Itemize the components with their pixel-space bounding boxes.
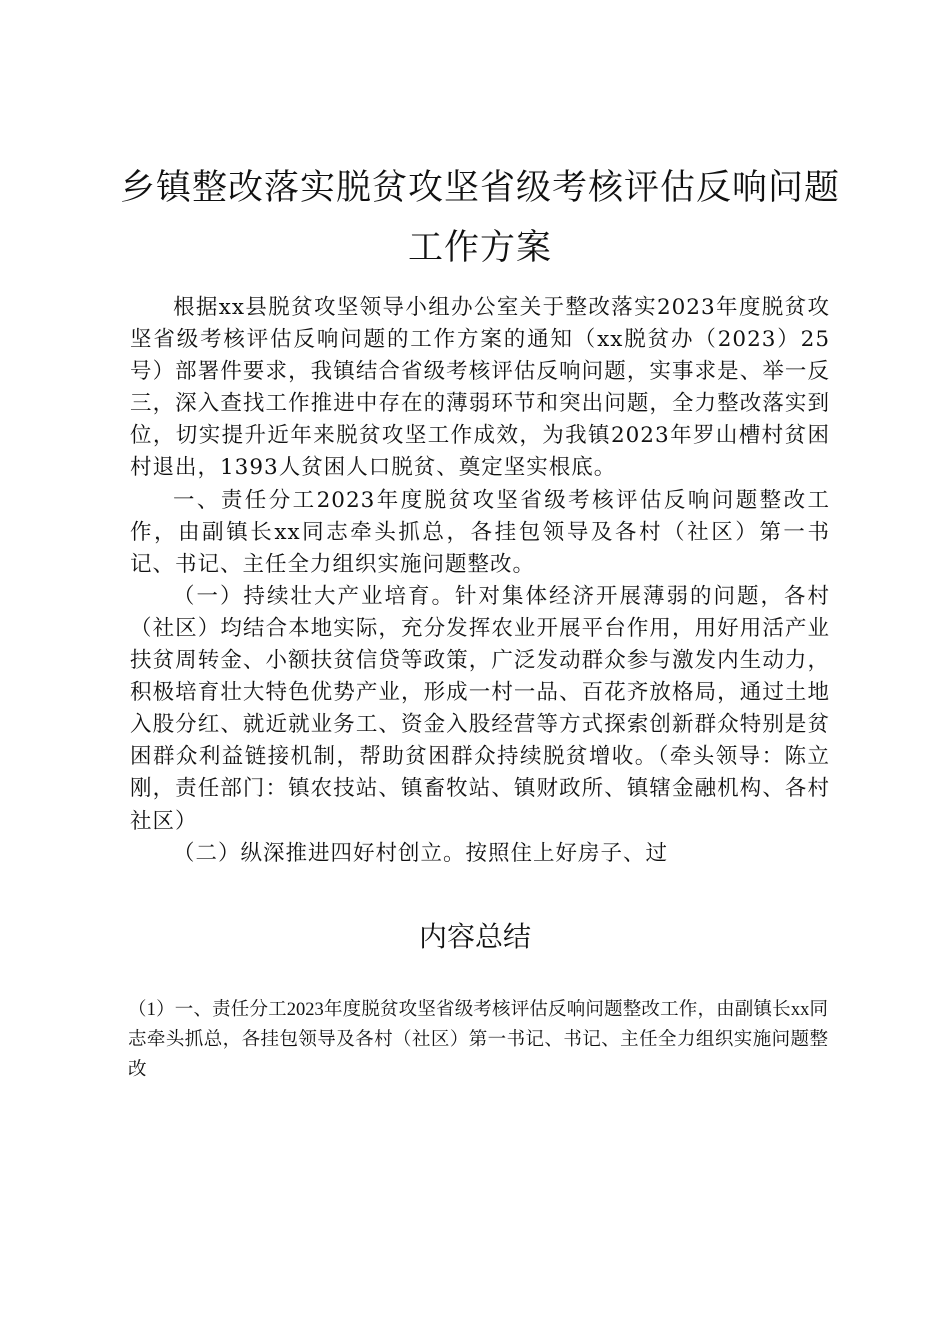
document-title-line-2: 工作方案 — [407, 228, 552, 268]
body-paragraph-intro: 根据xx县脱贫攻坚领导小组办公室关于整改落实2023年度脱贫攻坚省级考核评估反响问题的工作方案的通知（xx脱贫办（2023）25号）部署件要求，我镇结合省级考核评估反响问题，实事求是、举一反三，深入查找工作推进中存在的薄弱环节和突出问题，全力整改落实到位，切实提升近年来脱贫攻坚工作成效，为我镇2023年罗山槽村贫困村退出，1393人贫困人口脱贫、奠定坚实根底。 — [130, 295, 830, 481]
summary-text: （1）一、责任分工2023年度脱贫攻坚省级考核评估反响问题整改工作，由副镇长xx同志牵头抓总，各挂包领导及各村（社区）第一书记、书记、主任全力组织实施问题整改 — [128, 1000, 828, 1080]
document-title-line-1: 乡镇整改落实脱贫攻坚省级考核评估反响问题 — [119, 168, 840, 208]
summary-heading: 内容总结 — [418, 920, 531, 953]
document-body — [130, 292, 830, 870]
body-paragraph-industry: （一）持续壮大产业培育。针对集体经济开展薄弱的问题，各村（社区）均结合本地实际，充分发挥农业开展平台作用，用好用活产业扶贫周转金、小额扶贫信贷等政策，广泛发动群众参与激发内生动力，积极培育壮大特色优势产业，形成一村一品、百花齐放格局，通过土地入股分红、就近就业务工、资金入股经营等方式探索创新群众特别是贫困群众利益链接机制，帮助贫困群众持续脱贫增收。（牵头领导：陈立刚，责任部门：镇农技站、镇畜牧站、镇财政所、镇辖金融机构、各村社区） — [130, 583, 830, 834]
body-paragraph-responsibility: 一、责任分工2023年度脱贫攻坚省级考核评估反响问题整改工作，由副镇长xx同志牵头抓总，各挂包领导及各村（社区）第一书记、书记、主任全力组织实施问题整改。 — [130, 487, 830, 577]
body-paragraph-four-good-villages: （二）纵深推进四好村创立。按照住上好房子、过 — [173, 840, 669, 866]
